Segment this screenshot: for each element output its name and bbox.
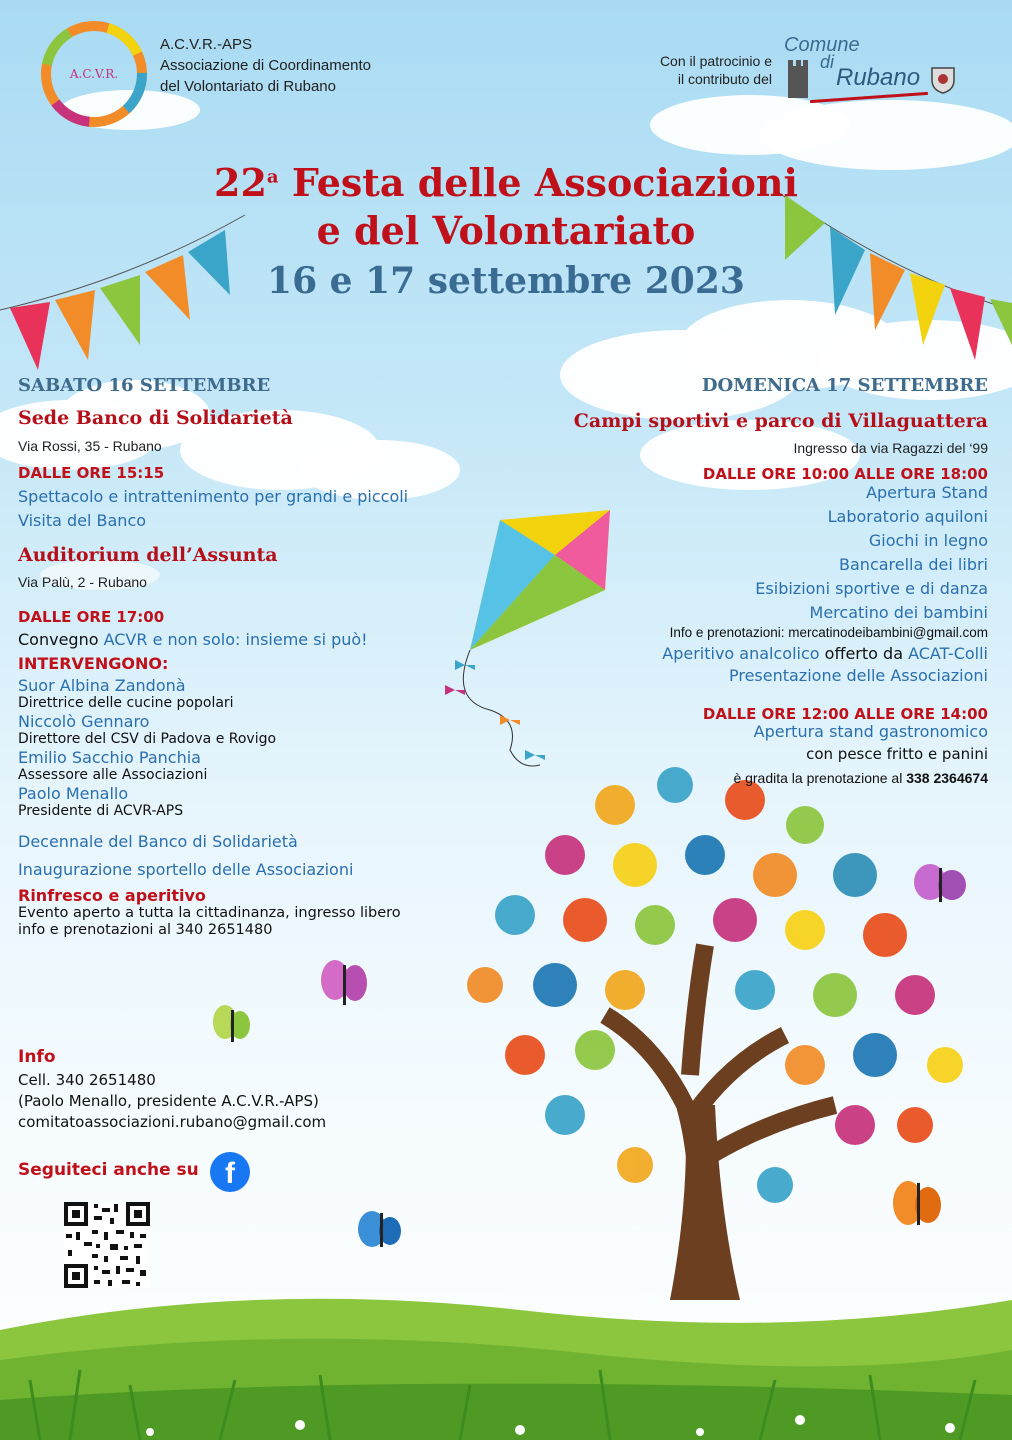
patron-text bbox=[600, 52, 772, 88]
rinfresco: Rinfresco e aperitivo bbox=[18, 886, 206, 905]
butterfly-green bbox=[210, 1000, 255, 1050]
speakers-list bbox=[18, 676, 276, 820]
stand-sub: con pesce fritto e panini bbox=[806, 745, 988, 763]
info-email: comitatoassociazioni.rubano@gmail.com bbox=[18, 1113, 327, 1131]
info-label: Info bbox=[18, 1047, 56, 1067]
kite-illustration bbox=[430, 500, 620, 780]
saturday-act: Spettacolo e intrattenimento per grandi e piccoli bbox=[18, 487, 409, 506]
speaker-name: Niccolò Gennaro bbox=[18, 712, 150, 731]
event-title-line2: e del Volontariato bbox=[316, 208, 696, 253]
sunday-entry: Ingresso da via Ragazzi del ‘99 bbox=[793, 440, 988, 456]
extra-item: Inaugurazione sportello delle Associazioni bbox=[18, 860, 354, 879]
speaker-name: Suor Albina Zandonà bbox=[18, 676, 186, 695]
sunday-act: Bancarella dei libri bbox=[839, 555, 988, 574]
saturday-place2: Auditorium dell’Assunta bbox=[18, 544, 278, 566]
facebook-icon[interactable]: f bbox=[210, 1152, 250, 1192]
butterfly-pink bbox=[320, 955, 370, 1020]
sunday-act: Laboratorio aquiloni bbox=[827, 507, 988, 526]
aperitivo-line bbox=[662, 644, 988, 663]
comune-logo bbox=[780, 36, 960, 106]
butterfly-orange bbox=[890, 1175, 945, 1235]
patron-line2: il contributo del bbox=[677, 71, 772, 87]
edition-number: 22 bbox=[214, 160, 267, 205]
stand-gastronomico: Apertura stand gastronomico bbox=[753, 722, 988, 741]
info-cell: Cell. 340 2651480 bbox=[18, 1071, 156, 1089]
follow-text: Seguiteci anche su bbox=[18, 1160, 199, 1180]
sunday-act: Giochi in legno bbox=[868, 531, 988, 550]
saturday-place1: Sede Banco di Solidarietà bbox=[18, 407, 293, 429]
aperitivo-b: offerto da bbox=[819, 644, 909, 663]
patron-line1: Con il patrocinio e bbox=[659, 53, 772, 69]
sunday-act: Mercatino dei bambini bbox=[809, 603, 988, 622]
saturday-addr1: Via Rossi, 35 - Rubano bbox=[18, 438, 162, 454]
info-block bbox=[18, 1070, 326, 1133]
org-line2: del Volontariato di Rubano bbox=[160, 78, 336, 95]
saturday-heading: SABATO 16 SETTEMBRE bbox=[18, 375, 271, 396]
open-line2: info e prenotazioni al 340 2651480 bbox=[18, 922, 273, 938]
mercatino-info: Info e prenotazioni: mercatinodeibambini@gmail.com bbox=[669, 625, 988, 640]
saturday-time1: DALLE ORE 15:15 bbox=[18, 464, 165, 482]
saturday-addr2: Via Palù, 2 - Rubano bbox=[18, 574, 147, 590]
aperitivo-c: ACAT-Colli bbox=[908, 644, 988, 663]
extra-item: Decennale del Banco di Solidarietà bbox=[18, 832, 298, 851]
org-line1: Associazione di Coordinamento bbox=[160, 57, 371, 74]
sunday-time2: DALLE ORE 12:00 ALLE ORE 14:00 bbox=[702, 705, 988, 723]
open-event-info bbox=[18, 905, 401, 939]
saturday-time2: DALLE ORE 17:00 bbox=[18, 608, 165, 626]
speaker-role: Assessore alle Associazioni bbox=[18, 767, 208, 783]
event-title-line1 bbox=[0, 160, 1012, 205]
qr-code[interactable] bbox=[64, 1202, 150, 1288]
info-person: (Paolo Menallo, presidente A.C.V.R.-APS) bbox=[18, 1092, 319, 1110]
comune-underline bbox=[810, 92, 928, 103]
org-name: A.C.V.R.-APS bbox=[160, 36, 252, 53]
comune-word: Comune bbox=[784, 34, 860, 56]
convegno-label: Convegno bbox=[18, 630, 104, 649]
coat-of-arms-icon bbox=[930, 64, 956, 94]
saturday-act: Visita del Banco bbox=[18, 511, 147, 530]
pren-text: è gradita la prenotazione al bbox=[733, 770, 907, 786]
castle-icon bbox=[786, 60, 810, 100]
presentazione: Presentazione delle Associazioni bbox=[728, 666, 988, 685]
butterfly-violet bbox=[910, 860, 970, 910]
intervengono-label: INTERVENGONO: bbox=[18, 654, 169, 673]
sunday-acts1 bbox=[755, 481, 988, 625]
speaker-role: Direttore del CSV di Padova e Rovigo bbox=[18, 731, 277, 747]
speaker-role: Presidente di ACVR-APS bbox=[18, 803, 184, 819]
comune-di: di bbox=[820, 52, 835, 72]
saturday-extra bbox=[18, 828, 353, 884]
speaker-name: Emilio Sacchio Panchia bbox=[18, 748, 201, 767]
sunday-act: Esibizioni sportive e di danza bbox=[755, 579, 988, 598]
speaker-name: Paolo Menallo bbox=[18, 784, 129, 803]
acvr-logo bbox=[38, 18, 150, 130]
sunday-act: Apertura Stand bbox=[866, 483, 988, 502]
acvr-logo-text: A.C.V.R. bbox=[69, 67, 119, 81]
event-dates: 16 e 17 settembre 2023 bbox=[267, 260, 745, 302]
title-rest: Festa delle Associazioni bbox=[278, 160, 798, 205]
butterfly-blue bbox=[355, 1205, 405, 1255]
sunday-heading: DOMENICA 17 SETTEMBRE bbox=[701, 375, 988, 396]
open-line1: Evento aperto a tutta la cittadinanza, ingresso libero bbox=[18, 905, 401, 921]
edition-sup: a bbox=[266, 166, 279, 188]
org-block bbox=[160, 34, 371, 97]
sunday-time1: DALLE ORE 10:00 ALLE ORE 18:00 bbox=[702, 465, 988, 483]
pren-phone: 338 2364674 bbox=[906, 770, 988, 786]
convegno-line bbox=[18, 630, 368, 649]
convegno-title: ACVR e non solo: insieme si può! bbox=[103, 630, 368, 649]
aperitivo-a: Aperitivo analcolico bbox=[662, 644, 820, 663]
prenotazione-line bbox=[733, 770, 988, 786]
speaker-role: Direttrice delle cucine popolari bbox=[18, 695, 234, 711]
saturday-acts1 bbox=[18, 485, 408, 533]
comune-name: Rubano bbox=[836, 64, 921, 91]
sunday-place: Campi sportivi e parco di Villaguattera bbox=[573, 410, 988, 432]
